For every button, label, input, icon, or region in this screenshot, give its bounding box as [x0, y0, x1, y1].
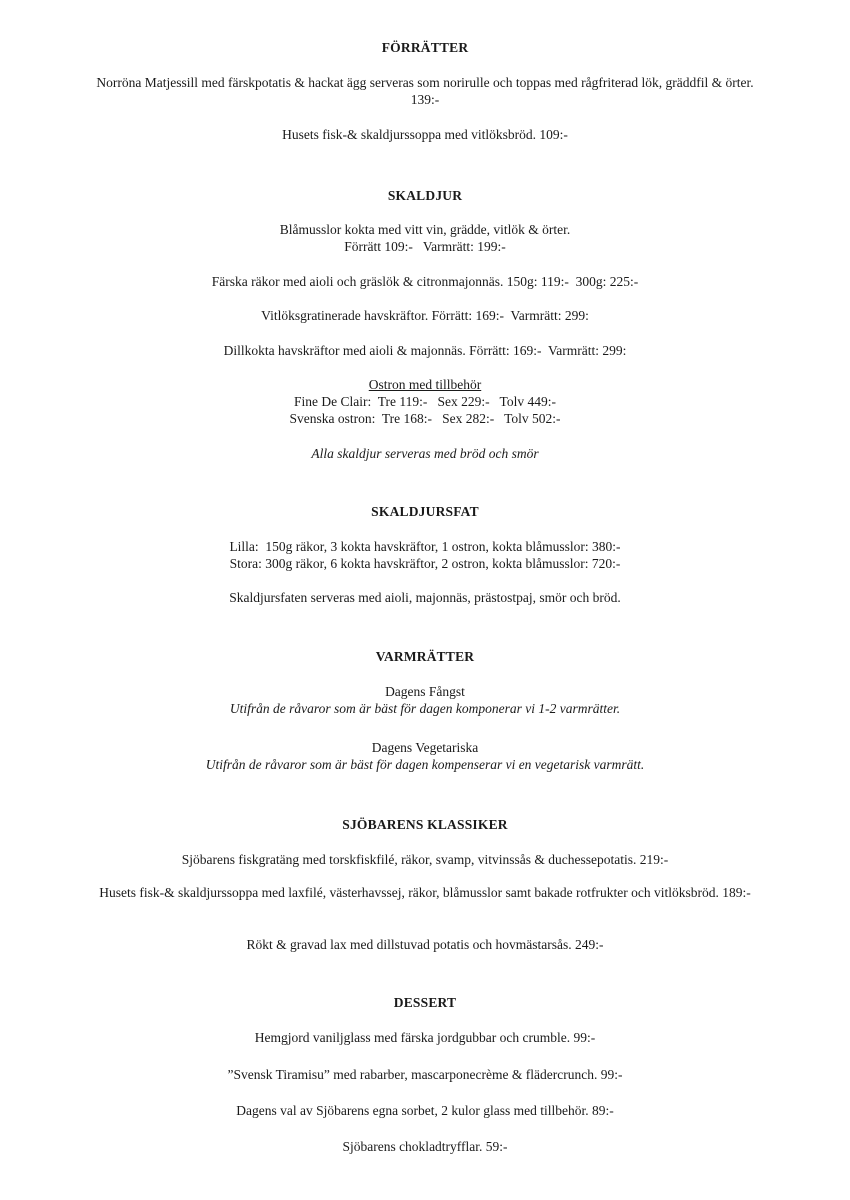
menu-item-blamusslor-prices [0, 238, 850, 255]
blamusslor-varmratt-price: Varmrätt: 199:- [422, 239, 506, 254]
section-heading-skaldjursfat: SKALDJURSFAT [371, 504, 479, 519]
dessert-chokladtryfflar: Sjöbarens chokladtryfflar. 59:- [342, 1139, 508, 1154]
dessert-vaniljglass: Hemgjord vaniljglass med färska jordgubbar och crumble. 99:- [254, 1030, 596, 1045]
dessert-tiramisu: ”Svensk Tiramisu” med rabarber, mascarponecrème & flädercrunch. 99:- [227, 1067, 623, 1082]
dagens-fangst-title: Dagens Fångst [385, 684, 465, 699]
menu-item-dillkokta: Dillkokta havskräftor med aioli & majonnäs. Förrätt: 169:- Varmrätt: 299: [223, 343, 627, 358]
skaldjursfat-stora: Stora: 300g räkor, 6 kokta havskräftor, 2 ostron, kokta blåmusslor: 720:- [229, 556, 621, 571]
ostron-svenska: Svenska ostron: Tre 168:- Sex 282:- Tolv 502:- [289, 411, 561, 426]
menu-item-vitloksgratinerade: Vitlöksgratinerade havskräftor. Förrätt: 169:- Varmrätt: 299: [261, 308, 589, 323]
menu-item-rakor: Färska räkor med aioli och gräslök & citronmajonnäs. 150g: 119:- 300g: 225:- [211, 274, 639, 289]
menu-item-matjessill: Norröna Matjessill med färskpotatis & hackat ägg serveras som norirulle och toppas med rågfriterad lök, gräddfil & örter. 139:- [96, 75, 754, 107]
dagens-vegetariska-desc: Utifrån de råvaror som är bäst för dagen kompenserar vi en vegetarisk varmrätt. [205, 757, 645, 772]
skaldjursfat-lilla: Lilla: 150g räkor, 3 kokta havskräftor, 1 ostron, kokta blåmusslor: 380:- [229, 539, 621, 554]
dessert-sorbet: Dagens val av Sjöbarens egna sorbet, 2 kulor glass med tillbehör. 89:- [236, 1103, 614, 1118]
dagens-fangst-desc: Utifrån de råvaror som är bäst för dagen komponerar vi 1-2 varmrätter. [229, 701, 621, 716]
section-heading-skaldjur: SKALDJUR [387, 188, 463, 203]
menu-item-fisksoppa-forratt: Husets fisk-& skaldjurssoppa med vitlöksbröd. 109:- [282, 127, 568, 142]
section-heading-klassiker: SJÖBARENS KLASSIKER [342, 817, 508, 832]
menu-item-lax: Rökt & gravad lax med dillstuvad potatis och hovmästarsås. 249:- [246, 937, 604, 952]
section-heading-dessert: DESSERT [393, 995, 457, 1010]
blamusslor-forratt-price: Förrätt 109:- [344, 239, 413, 254]
section-heading-forratter: FÖRRÄTTER [381, 40, 469, 55]
dagens-vegetariska-title: Dagens Vegetariska [371, 740, 479, 755]
ostron-fine-de-clair: Fine De Clair: Tre 119:- Sex 229:- Tolv 449:- [294, 394, 556, 409]
section-heading-varmratter: VARMRÄTTER [375, 649, 475, 664]
menu-item-fisksoppa-varmratt: Husets fisk-& skaldjurssoppa med laxfilé, västerhavssej, räkor, blåmusslor samt bakade rotfrukter och vitlöksbröd. 189:- [99, 885, 751, 900]
menu-item-fiskgratang: Sjöbarens fiskgratäng med torskfiskfilé, räkor, svamp, vitvinssås & duchessepotatis. 219:- [181, 852, 669, 867]
ostron-heading: Ostron med tillbehör [368, 377, 482, 392]
skaldjur-note: Alla skaldjur serveras med bröd och smör [311, 446, 539, 461]
menu-item-blamusslor: Blåmusslor kokta med vitt vin, grädde, vitlök & örter. [279, 222, 571, 237]
skaldjursfat-note: Skaldjursfaten serveras med aioli, majonnäs, prästostpaj, smör och bröd. [229, 590, 621, 605]
